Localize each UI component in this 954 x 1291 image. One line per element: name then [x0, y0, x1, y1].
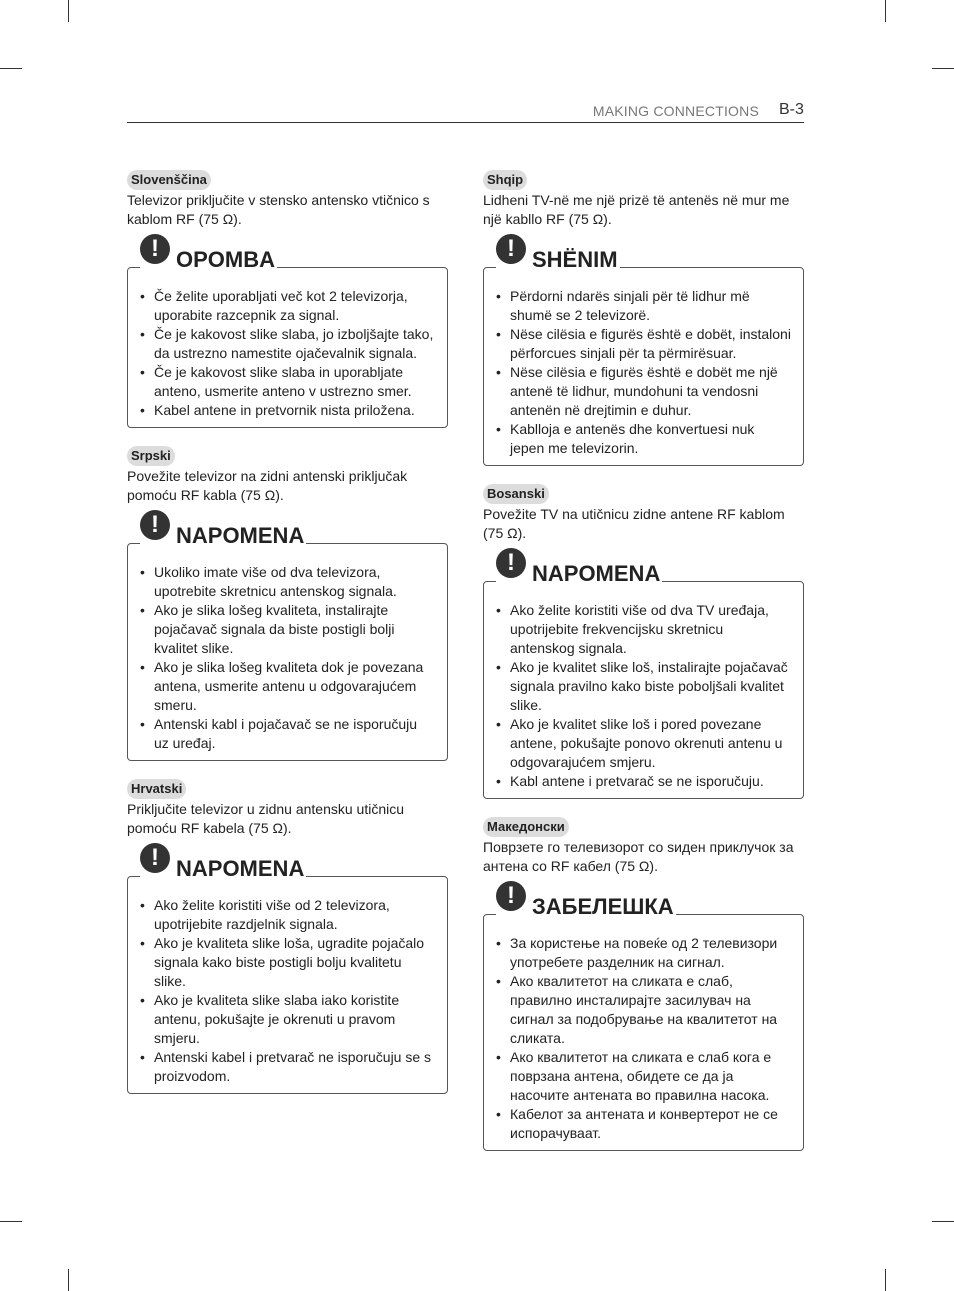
note-item: • Če želite uporabljati več kot 2 televizorja, uporabite razcepnik za signal.: [140, 287, 435, 325]
note-item: • Përdorni ndarës sinjali për të lidhur më shumë se 2 televizorë.: [496, 287, 791, 325]
note-box: [483, 549, 804, 799]
note-box: [483, 882, 804, 1151]
exclamation-icon: !: [496, 881, 526, 911]
note-title: NAPOMENA: [176, 523, 305, 548]
note-title: SHËNIM: [532, 247, 618, 272]
note-item: • За користење на повеќе од 2 телевизори употребете разделник на сигнал.: [496, 934, 791, 972]
note-item: • Ako je kvaliteta slike slaba iako koristite antenu, pokušajte je okrenuti u pravom smjeru.: [140, 991, 435, 1048]
note-title: NAPOMENA: [176, 856, 305, 881]
crop-mark: [68, 1269, 69, 1291]
language-section-bosnian: [483, 484, 804, 799]
note-item: • Ako je kvalitet slike loš i pored povezane antene, pokušajte ponovo okrenuti antenu u odgovarajućem smjeru.: [496, 715, 791, 772]
language-tag: Македонски: [483, 817, 569, 837]
note-item: • Kablloja e antenës dhe konvertuesi nuk jepen me televizorin.: [496, 420, 791, 458]
note-item: • Ako želite koristiti više od 2 televizora, upotrijebite razdjelnik signala.: [140, 896, 435, 934]
note-item: • Nëse cilësia e figurës është e dobët, instaloni përforcues sinjali për ta përmirësuar.: [496, 325, 791, 363]
note-item: • Ako je slika lošeg kvaliteta dok je povezana antena, usmerite antenu u odgovarajućem smeru.: [140, 658, 435, 715]
exclamation-icon: !: [140, 510, 170, 540]
note-header: [140, 511, 306, 548]
note-title: NAPOMENA: [532, 561, 661, 586]
note-box: [127, 235, 448, 428]
note-list: [496, 934, 791, 1143]
section-intro: Povežite TV na utičnicu zidne antene RF kablom (75 Ω).: [483, 506, 785, 541]
note-item: • Antenski kabl i pojačavač se ne isporučuju uz uređaj.: [140, 715, 435, 753]
note-list: [140, 896, 435, 1086]
note-box: [483, 235, 804, 466]
note-list: [496, 287, 791, 458]
note-item: • Če je kakovost slike slaba, jo izboljšajte tako, da ustrezno namestite ojačevalnik signala.: [140, 325, 435, 363]
crop-mark: [932, 68, 954, 69]
exclamation-icon: !: [140, 843, 170, 873]
note-list: [140, 563, 435, 753]
note-item: • Ako želite koristiti više od dva TV uređaja, upotrijebite frekvencijsku skretnicu antenskog signala.: [496, 601, 791, 658]
note-list: [140, 287, 435, 420]
note-item: • Ako je slika lošeg kvaliteta, instalirajte pojačavač signala da biste postigli bolji kvalitet slike.: [140, 601, 435, 658]
note-item: • Кабелот за антената и конвертерот не се испорачуваат.: [496, 1105, 791, 1143]
header-divider: [127, 122, 804, 123]
language-tag: Slovenščina: [127, 170, 211, 190]
running-header-title: MAKING CONNECTIONS: [592, 103, 759, 119]
page-number: B-3: [779, 101, 804, 118]
note-title: ЗАБЕЛЕШКА: [532, 894, 674, 919]
section-intro: Televizor priključite v stensko antensko vtičnico s kablom RF (75 Ω).: [127, 192, 430, 227]
note-list: [496, 601, 791, 791]
section-intro: Поврзете го телевизорот со ѕиден приклучок за антена со RF кабел (75 Ω).: [483, 839, 794, 874]
note-header: [496, 882, 676, 919]
note-box: [127, 844, 448, 1094]
note-item: • Kabl antene i pretvarač se ne isporučuju.: [496, 772, 791, 791]
note-item: • Če je kakovost slike slaba in uporabljate anteno, usmerite anteno v ustrezno smer.: [140, 363, 435, 401]
crop-mark: [885, 0, 886, 22]
note-item: • Kabel antene in pretvornik nista priložena.: [140, 401, 435, 420]
section-intro: Povežite televizor na zidni antenski priključak pomoću RF kabla (75 Ω).: [127, 468, 408, 503]
exclamation-icon: !: [140, 234, 170, 264]
note-box: [127, 511, 448, 761]
note-header: [496, 235, 620, 272]
language-section-serbian: [127, 446, 448, 761]
language-section-croatian: [127, 779, 448, 1094]
language-tag: Shqip: [483, 170, 527, 190]
note-item: • Ukoliko imate više od dva televizora, upotrebite skretnicu antenskog signala.: [140, 563, 435, 601]
crop-mark: [932, 1221, 954, 1222]
crop-mark: [68, 0, 69, 22]
note-item: • Ako je kvalitet slike loš, instalirajte pojačavač signala pravilno kako biste poboljšali kvalitet slike.: [496, 658, 791, 715]
crop-mark: [885, 1269, 886, 1291]
exclamation-icon: !: [496, 234, 526, 264]
language-tag: Hrvatski: [127, 779, 186, 799]
language-section-albanian: [483, 170, 804, 466]
note-title: OPOMBA: [176, 247, 275, 272]
note-item: • Ako je kvaliteta slike loša, ugradite pojačalo signala kako biste postigli bolju kvalitetu slike.: [140, 934, 435, 991]
right-column: [483, 170, 804, 1151]
language-tag: Bosanski: [483, 484, 549, 504]
exclamation-icon: !: [496, 548, 526, 578]
language-tag: Srpski: [127, 446, 175, 466]
note-header: [140, 235, 277, 272]
language-section-macedonian: [483, 817, 804, 1151]
left-column: [127, 170, 448, 1094]
note-item: • Ако квалитетот на сликата е слаб кога е поврзана антена, обидете се да ја насочите антената во правилна насока.: [496, 1048, 791, 1105]
note-item: • Ако квалитетот на сликата е слаб, правилно инсталирајте засилувач на сигнал за подобрување на квалитетот на сликата.: [496, 972, 791, 1048]
section-intro: Priključite televizor u zidnu antensku utičnicu pomoću RF kabela (75 Ω).: [127, 801, 405, 836]
section-intro: Lidheni TV-në me një prizë të antenës në mur me një kabllo RF (75 Ω).: [483, 192, 790, 227]
note-item: • Antenski kabel i pretvarač ne isporučuju se s proizvodom.: [140, 1048, 435, 1086]
crop-mark: [0, 68, 22, 69]
crop-mark: [0, 1221, 22, 1222]
note-header: [140, 844, 306, 881]
note-item: • Nëse cilësia e figurës është e dobët me një antenë të lidhur, mundohuni ta vendosni antenën në drejtimin e duhur.: [496, 363, 791, 420]
note-header: [496, 549, 662, 586]
language-section-slovenian: [127, 170, 448, 428]
